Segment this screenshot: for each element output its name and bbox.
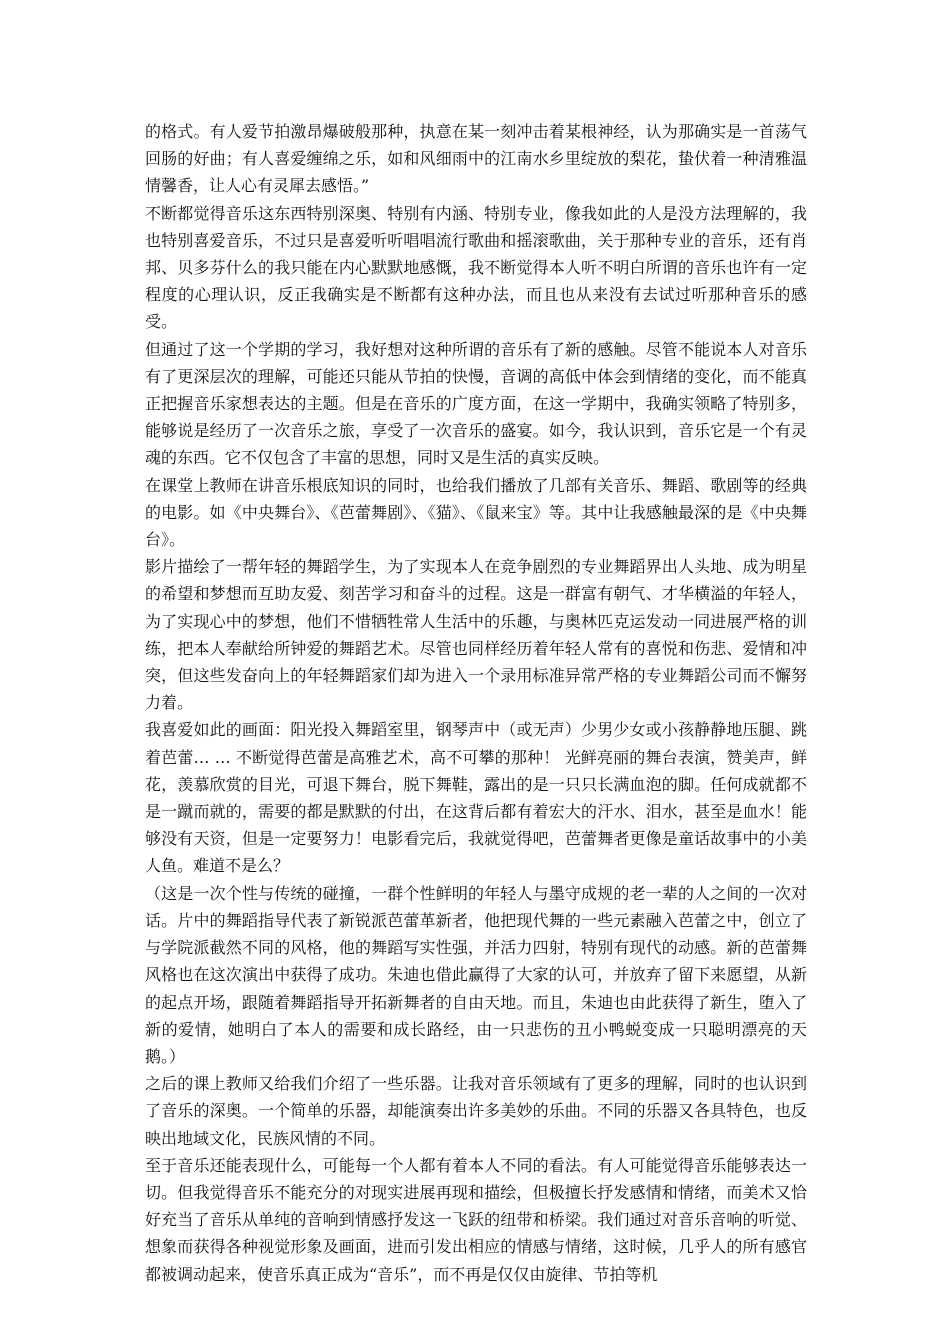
paragraph-4: 在课堂上教师在讲音乐根底知识的同时，也给我们播放了几部有关音乐、舞蹈、歌剧等的经典的电影。如《中央舞台》、《芭蕾舞剧》、《猫》、《鼠来宝》等。其中让我感触最深的是《中央舞台》。: [145, 475, 807, 550]
paragraph-3: 但通过了这一个学期的学习，我好想对这种所谓的音乐有了新的感触。尽管不能说本人对音乐有了更深层次的理解，可能还只能从节拍的快慢，音调的高低中体会到情绪的变化，而不能真正把握音乐家想表达的主题。但是在音乐的广度方面，在这一学期中，我确实领略了特别多，能够说是经历了一次音乐之旅，享受了一次音乐的盛宴。如今，我认识到，音乐它是一个有灵魂的东西。它不仅包含了丰富的思想，同时又是生活的真实反映。: [145, 339, 807, 468]
paragraph-9: 至于音乐还能表现什么，可能每一个人都有着本人不同的看法。有人可能觉得音乐能够表达一切。但我觉得音乐不能充分的对现实进展再现和描绘，但极擅长抒发感情和情绪，而美术又恰好充当了音乐从单纯的音响到情感抒发这一飞跃的纽带和桥梁。我们通过对音乐音响的听觉、想象而获得各种视觉形象及画面，进而引发出相应的情感与情绪，这时候，几乎人的所有感官都被调动起来，使音乐真正成为“音乐”，而不再是仅仅由旋律、节拍等机: [145, 1155, 807, 1284]
paragraph-7: （这是一次个性与传统的碰撞，一群个性鲜明的年轻人与墨守成规的老一辈的人之间的一次对话。片中的舞蹈指导代表了新锐派芭蕾革新者，他把现代舞的一些元素融入芭蕾之中，创立了与学院派截然不同的风格，他的舞蹈写实性强，并活力四射，特别有现代的动感。新的芭蕾舞风格也在这次演出中获得了成功。朱迪也借此赢得了大家的认可，并放弃了留下来愿望，从新的起点开场，跟随着舞蹈指导开拓新舞者的自由天地。而且，朱迪也由此获得了新生，堕入了新的爱情，她明白了本人的需要和成长路经，由一只悲伤的丑小鸭蜕变成一只聪明漂亮的天鹅。）: [145, 883, 807, 1066]
paragraph-5: 影片描绘了一帮年轻的舞蹈学生，为了实现本人在竞争剧烈的专业舞蹈界出人头地、成为明星的希望和梦想而互助友爱、刻苦学习和奋斗的过程。这是一群富有朝气、才华横溢的年轻人，为了实现心中的梦想，他们不惜牺牲常人生活中的乐趣，与奥林匹克运发动一同进展严格的训练，把本人奉献给所钟爱的舞蹈艺术。尽管也同样经历着年轻人常有的喜悦和伤悲、爱情和冲突，但这些发奋向上的年轻舞蹈家们却为进入一个录用标准异常严格的专业舞蹈公司而不懈努力着。: [145, 557, 807, 713]
paragraph-2: 不断都觉得音乐这东西特别深奥、特别有内涵、特别专业，像我如此的人是没方法理解的，我也特别喜爱音乐，不过只是喜爱听听唱唱流行歌曲和摇滚歌曲，关于那种专业的音乐，还有肖邦、贝多芬什么的我只能在内心默默地感慨，我不断觉得本人听不明白所谓的音乐也许有一定程度的心理认识，反正我确实是不断都有这种办法，而且也从来没有去试过听那种音乐的感受。: [145, 203, 807, 332]
paragraph-6: 我喜爱如此的画面：阳光投入舞蹈室里，钢琴声中（或无声）少男少女或小孩静静地压腿、跳着芭蕾… … 不断觉得芭蕾是高雅艺术，高不可攀的那种！ 光鲜亮丽的舞台表演，赞美声，鲜花，羡慕欣赏的目光，可退下舞台，脱下舞鞋，露出的是一只只长满血泡的脚。任何成就都不是一蹴而就的，需要的都是默默的付出，在这背后都有着宏大的汗水、泪水，甚至是血水！能够没有天资，但是一定要努力！电影看完后，我就觉得吧，芭蕾舞者更像是童话故事中的小美人鱼。难道不是么？: [145, 720, 807, 876]
paragraph-1: 的格式。有人爱节拍激昂爆破般那种，执意在某一刻冲击着某根神经，认为那确实是一首荡气回肠的好曲；有人喜爱缠绵之乐，如和风细雨中的江南水乡里绽放的梨花，蛰伏着一种清雅温情馨香，让人心有灵犀去感悟。”: [145, 122, 807, 196]
document-body: [145, 118, 807, 1288]
paragraph-8: 之后的课上教师又给我们介绍了一些乐器。让我对音乐领域有了更多的理解，同时的也认识到了音乐的深奥。一个简单的乐器，却能演奏出许多美妙的乐曲。不同的乐器又各具特色，也反映出地域文化，民族风情的不同。: [145, 1074, 807, 1148]
